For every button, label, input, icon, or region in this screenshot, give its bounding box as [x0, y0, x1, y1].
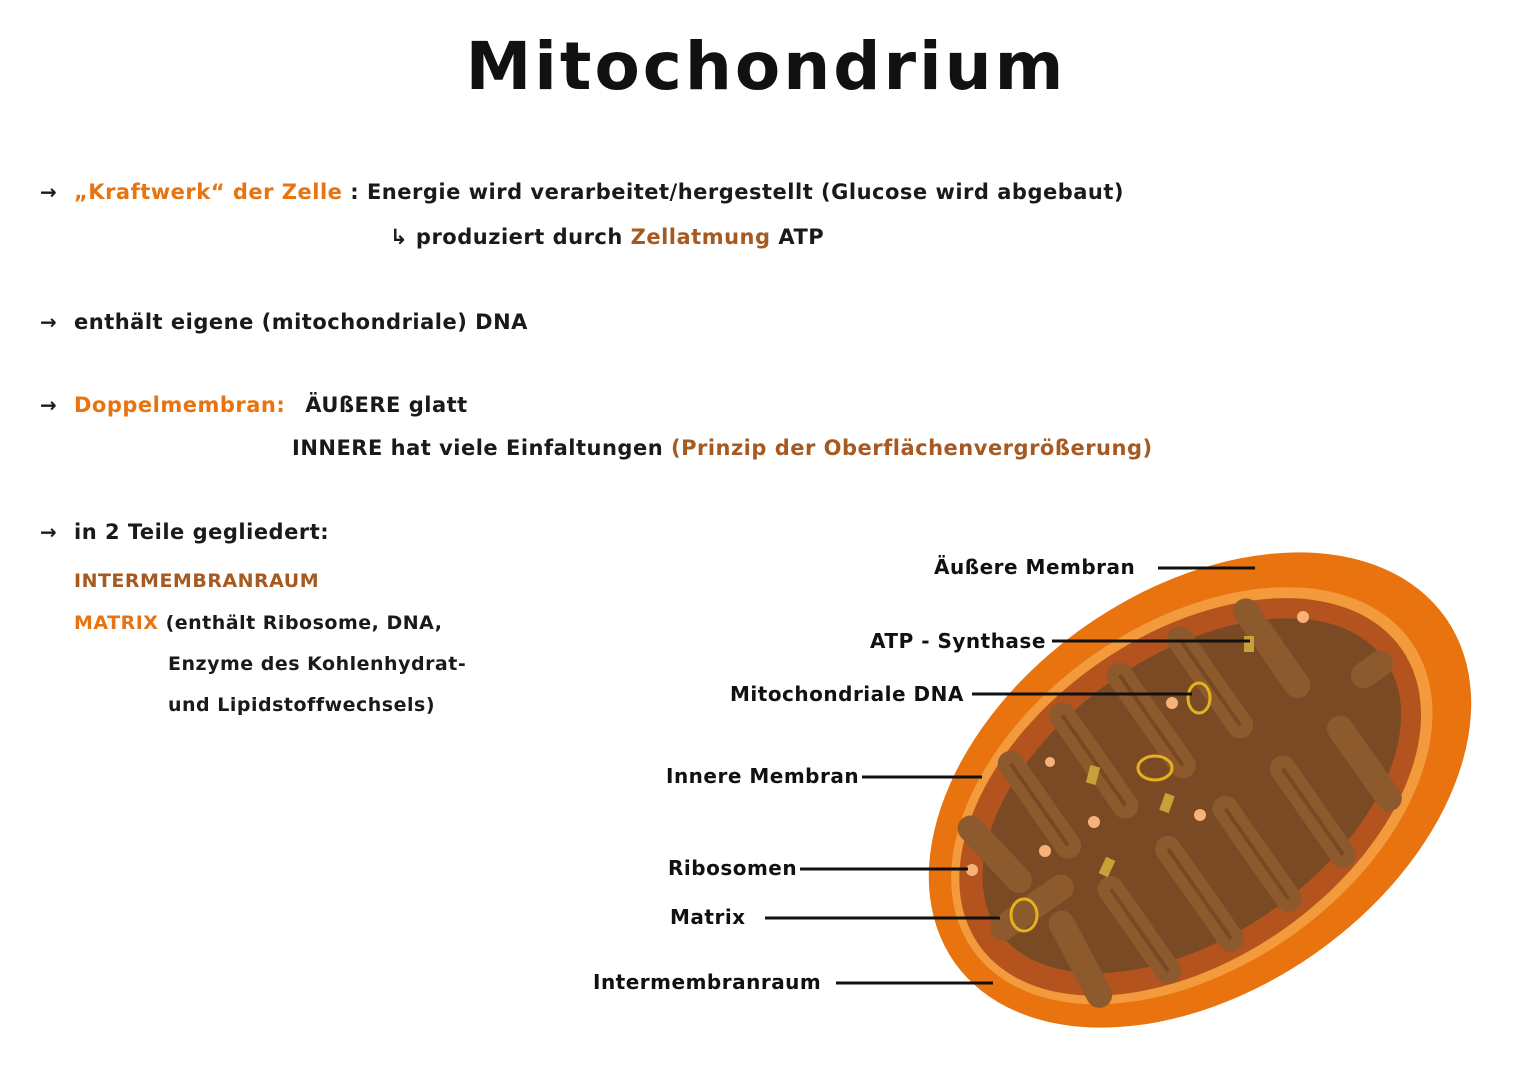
matrix-highlight: MATRIX — [74, 612, 159, 634]
arrow-icon: → — [40, 520, 58, 544]
matrix-text-line2: Enzyme des Kohlenhydrat- — [168, 653, 467, 675]
two-parts-text: in 2 Teile gegliedert: — [74, 520, 330, 544]
label-outer-membrane: Äußere Membran — [934, 555, 1136, 579]
label-mito-dna: Mitochondriale DNA — [730, 682, 964, 706]
colon: : — [342, 180, 367, 204]
atp-synthase-mark — [1244, 636, 1254, 652]
label-inner-membrane: Innere Membran — [666, 764, 860, 788]
part-intermembrane: INTERMEMBRANRAUM — [74, 570, 320, 592]
dna-text: enthält eigene (mitochondriale) DNA — [74, 310, 528, 334]
label-intermembrane-space: Intermembranraum — [593, 970, 822, 994]
inner-folds-text: INNERE hat viele Einfaltungen — [292, 436, 671, 460]
double-membrane-highlight: Doppelmembran: — [74, 393, 286, 417]
cell-respiration-highlight: Zellatmung — [630, 225, 771, 249]
outer-smooth-text: ÄUßERE glatt — [305, 393, 468, 417]
matrix-text-line3: und Lipidstoffwechsels) — [168, 694, 436, 716]
page-title: Mitochondrium — [465, 28, 1067, 105]
arrow-icon: → — [40, 393, 58, 417]
arrow-icon: → — [40, 310, 58, 334]
arrow-icon: → — [40, 180, 58, 204]
powerhouse-highlight: „Kraftwerk“ der Zelle — [74, 180, 343, 204]
atp-text-after: ATP — [770, 225, 825, 249]
sub-arrow-icon: ↳ — [390, 225, 409, 249]
surface-principle-highlight: (Prinzip der Oberflächenvergrößerung) — [670, 436, 1153, 460]
label-atp-synthase: ATP - Synthase — [870, 629, 1046, 653]
energy-text: Energie wird verarbeitet/hergestellt (Glucose wird abgebaut) — [366, 180, 1125, 204]
label-matrix: Matrix — [670, 905, 746, 929]
label-ribosomes: Ribosomen — [668, 856, 798, 880]
matrix-text: (enthält Ribosome, DNA, — [158, 612, 443, 634]
atp-text-before: produziert durch — [408, 225, 631, 249]
